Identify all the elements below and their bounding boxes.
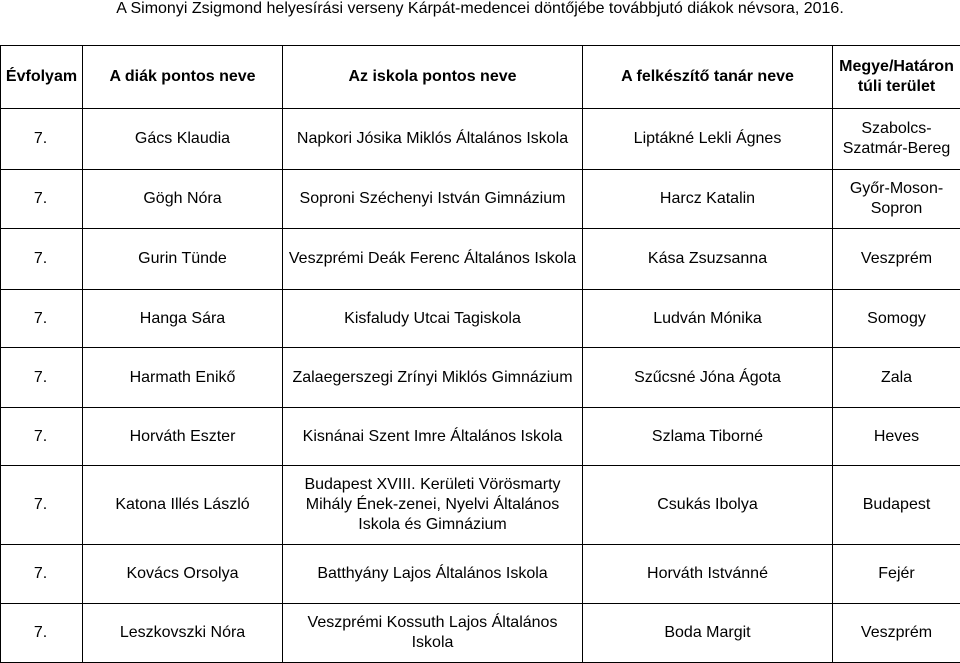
cell-teacher: Liptákné Lekli Ágnes — [583, 109, 833, 170]
cell-county: Győr-Moson-Sopron — [833, 170, 960, 229]
student-table — [0, 45, 960, 663]
cell-school: Napkori Jósika Miklós Általános Iskola — [283, 109, 583, 170]
cell-teacher: Horváth Istvánné — [583, 545, 833, 604]
cell-student: Kovács Orsolya — [83, 545, 283, 604]
header-county: Megye/Határon túli terület — [833, 46, 960, 109]
cell-grade: 7. — [1, 408, 83, 466]
cell-student: Gács Klaudia — [83, 109, 283, 170]
cell-school: Zalaegerszegi Zrínyi Miklós Gimnázium — [283, 348, 583, 408]
cell-student: Gurin Tünde — [83, 229, 283, 290]
table-row — [1, 348, 960, 408]
header-teacher: A felkészítő tanár neve — [583, 46, 833, 109]
table-row — [1, 290, 960, 348]
cell-teacher: Kása Zsuzsanna — [583, 229, 833, 290]
cell-school: Veszprémi Deák Ferenc Általános Iskola — [283, 229, 583, 290]
cell-teacher: Csukás Ibolya — [583, 466, 833, 545]
table-row — [1, 545, 960, 604]
cell-school: Budapest XVIII. Kerületi Vörösmarty Mihály Ének-zenei, Nyelvi Általános Iskola és Gimnázium — [283, 466, 583, 545]
table-row — [1, 229, 960, 290]
cell-county: Szabolcs-Szatmár-Bereg — [833, 109, 960, 170]
cell-school: Kisfaludy Utcai Tagiskola — [283, 290, 583, 348]
cell-teacher: Harcz Katalin — [583, 170, 833, 229]
cell-grade: 7. — [1, 290, 83, 348]
header-grade: Évfolyam — [1, 46, 83, 109]
cell-grade: 7. — [1, 170, 83, 229]
cell-county: Zala — [833, 348, 960, 408]
cell-county: Veszprém — [833, 229, 960, 290]
cell-student: Gögh Nóra — [83, 170, 283, 229]
cell-student: Leszkovszki Nóra — [83, 604, 283, 663]
header-student: A diák pontos neve — [83, 46, 283, 109]
cell-student: Harmath Enikő — [83, 348, 283, 408]
cell-grade: 7. — [1, 229, 83, 290]
cell-student: Horváth Eszter — [83, 408, 283, 466]
cell-county: Somogy — [833, 290, 960, 348]
table-row — [1, 466, 960, 545]
table-row — [1, 408, 960, 466]
header-school: Az iskola pontos neve — [283, 46, 583, 109]
cell-county: Veszprém — [833, 604, 960, 663]
cell-teacher: Boda Margit — [583, 604, 833, 663]
cell-grade: 7. — [1, 604, 83, 663]
table-row — [1, 604, 960, 663]
cell-teacher: Ludván Mónika — [583, 290, 833, 348]
cell-county: Fejér — [833, 545, 960, 604]
cell-school: Kisnánai Szent Imre Általános Iskola — [283, 408, 583, 466]
table-row — [1, 109, 960, 170]
cell-student: Hanga Sára — [83, 290, 283, 348]
cell-grade: 7. — [1, 545, 83, 604]
cell-teacher: Szűcsné Jóna Ágota — [583, 348, 833, 408]
cell-teacher: Szlama Tiborné — [583, 408, 833, 466]
cell-county: Heves — [833, 408, 960, 466]
table-header-row — [1, 46, 960, 109]
page-title: A Simonyi Zsigmond helyesírási verseny Kárpát-medencei döntőjébe továbbjutó diákok névsora, 2016. — [0, 0, 960, 30]
cell-grade: 7. — [1, 109, 83, 170]
table-row — [1, 170, 960, 229]
cell-grade: 7. — [1, 348, 83, 408]
cell-school: Veszprémi Kossuth Lajos Általános Iskola — [283, 604, 583, 663]
cell-school: Batthyány Lajos Általános Iskola — [283, 545, 583, 604]
cell-grade: 7. — [1, 466, 83, 545]
cell-school: Soproni Széchenyi István Gimnázium — [283, 170, 583, 229]
cell-student: Katona Illés László — [83, 466, 283, 545]
cell-county: Budapest — [833, 466, 960, 545]
